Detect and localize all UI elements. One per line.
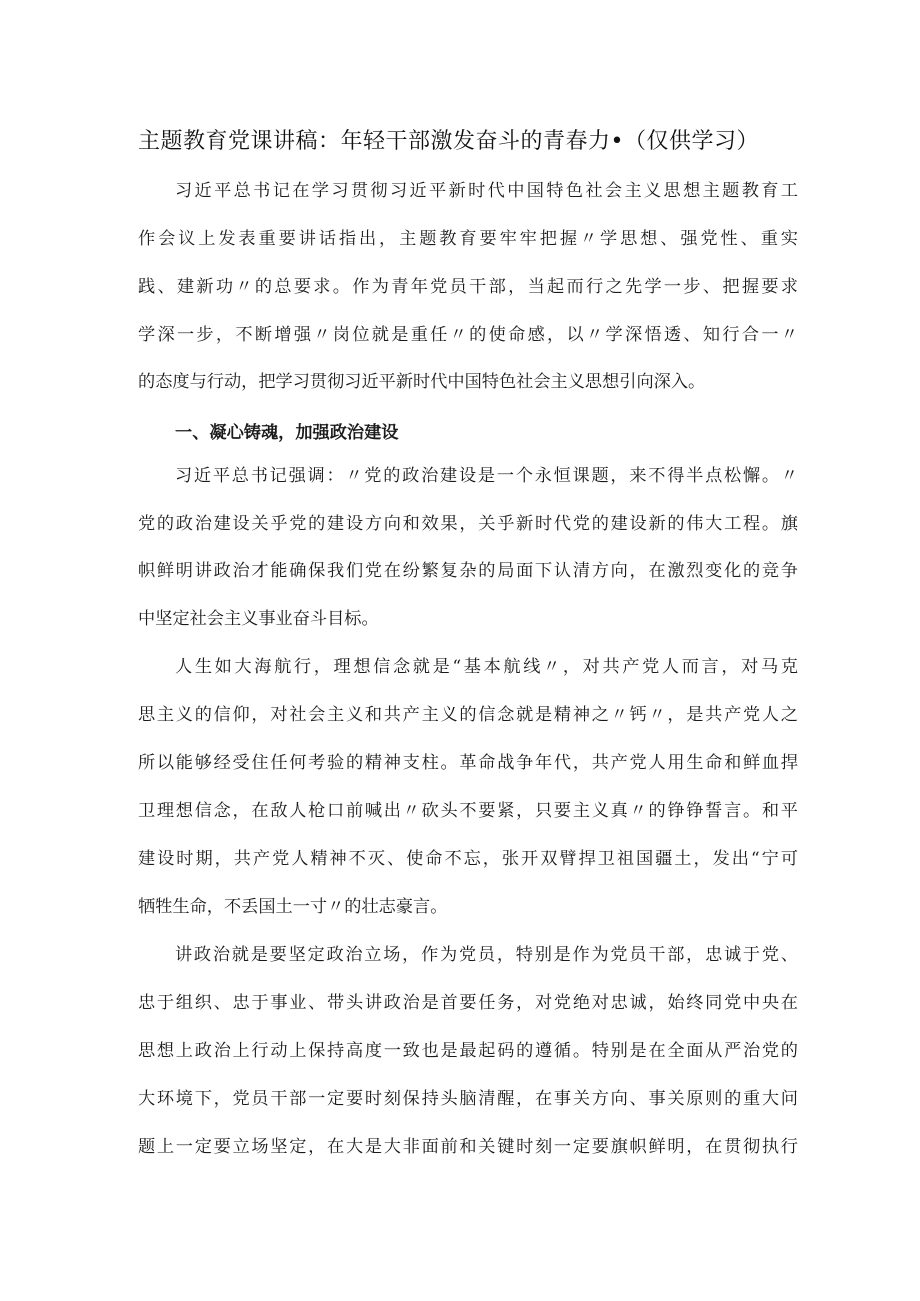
text-line: 忠于组织、忠于事业、带头讲政治是首要任务，对党绝对忠诚，始终同党中央在 [138,993,798,1013]
section-heading: 一、凝心铸魂，加强政治建设 [175,423,399,443]
text-line: 所以能够经受住任何考验的精神支柱。革命战争年代，共产党人用生命和鲜血捍 [138,753,798,773]
text-line: 题上一定要立场坚定，在大是大非面前和关键时刻一定要旗帜鲜明，在贯彻执行 [138,1137,798,1157]
text-line: 的态度与行动，把学习贯彻习近平新时代中国特色社会主义思想引向深入。 [138,372,706,392]
text-line: 践、建新功〃的总要求。作为青年党员干部，当起而行之先学一步、把握要求 [138,277,798,297]
text-line: 讲政治就是要坚定政治立场，作为党员，特别是作为党员干部，忠诚于党、 [175,945,798,965]
document-title: 主题教育党课讲稿：年轻干部激发奋斗的青春力•（仅供学习） [138,129,759,154]
text-line: 大环境下，党员干部一定要时刻保持头脑清醒，在事关方向、事关原则的重大问 [138,1089,798,1109]
text-line: 卫理想信念，在敌人枪口前喊出〃砍头不要紧，只要主义真〃的铮铮誓言。和平 [138,801,798,821]
text-line: 习近平总书记在学习贯彻习近平新时代中国特色社会主义思想主题教育工 [175,181,798,201]
text-line: 思想上政治上行动上保持高度一致也是最起码的遵循。特别是在全面从严治党的 [138,1041,798,1061]
text-line: 中坚定社会主义事业奋斗目标。 [138,609,379,629]
text-line: 作会议上发表重要讲话指出，主题教育要牢牢把握〃学思想、强党性、重实 [138,229,798,249]
text-line: 学深一步，不断增强〃岗位就是重任〃的使命感，以〃学深悟透、知行合一〃 [138,325,798,345]
text-line: 牺牲生命，不丢国土一寸〃的壮志豪言。 [138,897,448,917]
text-line: 人生如大海航行，理想信念就是“基本航线〃，对共产党人而言，对马克 [175,657,798,677]
text-line: 思主义的信仰，对社会主义和共产主义的信念就是精神之〃钙〃，是共产党人之 [138,705,798,725]
text-line: 建设时期，共产党人精神不灭、使命不忘，张开双臂捍卫祖国疆土，发出“宁可 [138,849,798,869]
text-line: 习近平总书记强调：〃党的政治建设是一个永恒课题，来不得半点松懈。〃 [175,466,798,486]
text-line: 党的政治建设关乎党的建设方向和效果，关乎新时代党的建设新的伟大工程。旗 [138,514,798,534]
text-line: 帜鲜明讲政治才能确保我们党在纷繁复杂的局面下认清方向，在激烈变化的竞争 [138,561,798,581]
